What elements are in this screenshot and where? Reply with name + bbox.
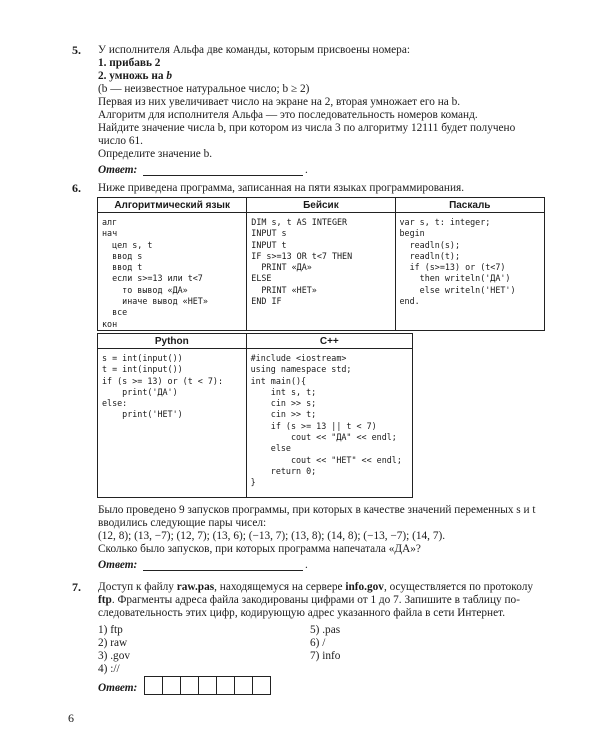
q7-option: 7) info	[310, 650, 341, 662]
q5-answer-end: .	[305, 164, 308, 176]
q6-number: 6.	[72, 181, 81, 195]
algo-cell	[98, 213, 247, 331]
q5-line2: Алгоритм для исполнителя Альфа — это последовательность номеров команд.	[98, 109, 478, 121]
algo-code: алг нач цел s, t ввод s ввод t если s>=13 или t<7 то вывод «ДА» иначе вывод «НЕТ» все кон	[102, 217, 208, 329]
q6-runs2: вводились следующие пары чисел:	[98, 517, 267, 529]
pascal-cell	[395, 213, 544, 331]
q7-option: 3) .gov	[98, 650, 131, 662]
answer-cell[interactable]	[162, 676, 181, 695]
header-cpp: C++	[246, 334, 412, 349]
answer-cell[interactable]	[234, 676, 253, 695]
header-basic: Бейсик	[247, 198, 395, 213]
q7-option: 2) raw	[98, 637, 128, 649]
python-code: s = int(input()) t = int(input()) if (s >= 13) or (t < 7): print('ДА') else: print('НЕТ')	[102, 353, 224, 420]
q7-line1: Доступ к файлу raw.pas, находящемуся на сервере info.gov, осуществляется по протоколу	[98, 581, 533, 593]
q6-intro: Ниже приведена программа, записанная на пяти языках программирования.	[98, 182, 465, 194]
q6-pairs: (12, 8); (13, −7); (12, 7); (13, 6); (−13, 7); (13, 8); (14, 8); (−13, −7); (14, 7).	[98, 530, 446, 542]
code-table-top	[97, 197, 545, 331]
answer-cell[interactable]	[252, 676, 271, 695]
q7-number: 7.	[72, 580, 81, 594]
q7-answer-label: Ответ:	[98, 682, 138, 694]
q6-question: Сколько было запусков, при которых программа напечатала «ДА»?	[98, 543, 421, 555]
q5-line3: Найдите значение числа b, при котором из числа 3 по алгоритму 12111 будет получено	[98, 122, 516, 134]
cpp-code: #include <iostream> using namespace std; int main(){ int s, t; cin >> s; cin >> t; if (s >= 13 || t < 7) cout << "ДА" << endl; else cout << "НЕТ" << endl; return 0; }	[250, 353, 402, 488]
q5-answer-line[interactable]	[143, 175, 303, 176]
q5-number: 5.	[72, 43, 81, 57]
q5-line1: Первая из них увеличивает число на экране на 2, вторая умножает его на b.	[98, 96, 461, 108]
q5-cmd2: 2. умножь на b	[98, 70, 172, 82]
q6-answer-line[interactable]	[143, 570, 303, 571]
q7-option: 5) .pas	[310, 624, 341, 636]
q6-answer-end: .	[305, 559, 308, 571]
q7-line3: следовательность этих цифр, кодирующую адрес указанного файла в сети Интернет.	[98, 607, 506, 619]
answer-cell[interactable]	[216, 676, 235, 695]
q5-answer-label: Ответ:	[98, 164, 138, 176]
answer-cell[interactable]	[144, 676, 163, 695]
q5-line5: Определите значение b.	[98, 148, 213, 160]
pascal-code: var s, t: integer; begin readln(s); readln(t); if (s>=13) or (t<7) then writeln('ДА') else writeln('НЕТ') end.	[399, 217, 516, 307]
q5-cmd1: 1. прибавь 2	[98, 57, 161, 69]
q7-answer-cells	[144, 676, 270, 695]
q7-line2: ftp. Фрагменты адреса файла закодированы цифрами от 1 до 7. Запишите в таблицу по-	[98, 594, 520, 606]
q7-option: 6) /	[310, 637, 326, 649]
answer-cell[interactable]	[180, 676, 199, 695]
q6-runs1: Было проведено 9 запусков программы, при которых в качестве значений переменных s и t	[98, 504, 536, 516]
q6-answer-label: Ответ:	[98, 559, 138, 571]
q7-option: 1) ftp	[98, 624, 123, 636]
basic-code: DIM s, t AS INTEGER INPUT s INPUT t IF s>=13 OR t<7 THEN PRINT «ДА» ELSE PRINT «НЕТ» END IF	[251, 217, 353, 307]
header-algo: Алгоритмический язык	[98, 198, 247, 213]
header-python: Python	[98, 334, 247, 349]
header-pascal: Паскаль	[395, 198, 544, 213]
basic-cell	[247, 213, 395, 331]
q7-option: 4) ://	[98, 663, 120, 675]
answer-cell[interactable]	[198, 676, 217, 695]
cpp-cell	[246, 349, 412, 498]
q5-line4: число 61.	[98, 135, 143, 147]
python-cell	[98, 349, 247, 498]
q5-intro: У исполнителя Альфа две команды, которым присвоены номера:	[98, 44, 410, 56]
q5-note: (b — неизвестное натуральное число; b ≥ 2)	[98, 83, 310, 95]
page-number: 6	[68, 711, 74, 725]
code-table-bottom	[97, 333, 413, 498]
